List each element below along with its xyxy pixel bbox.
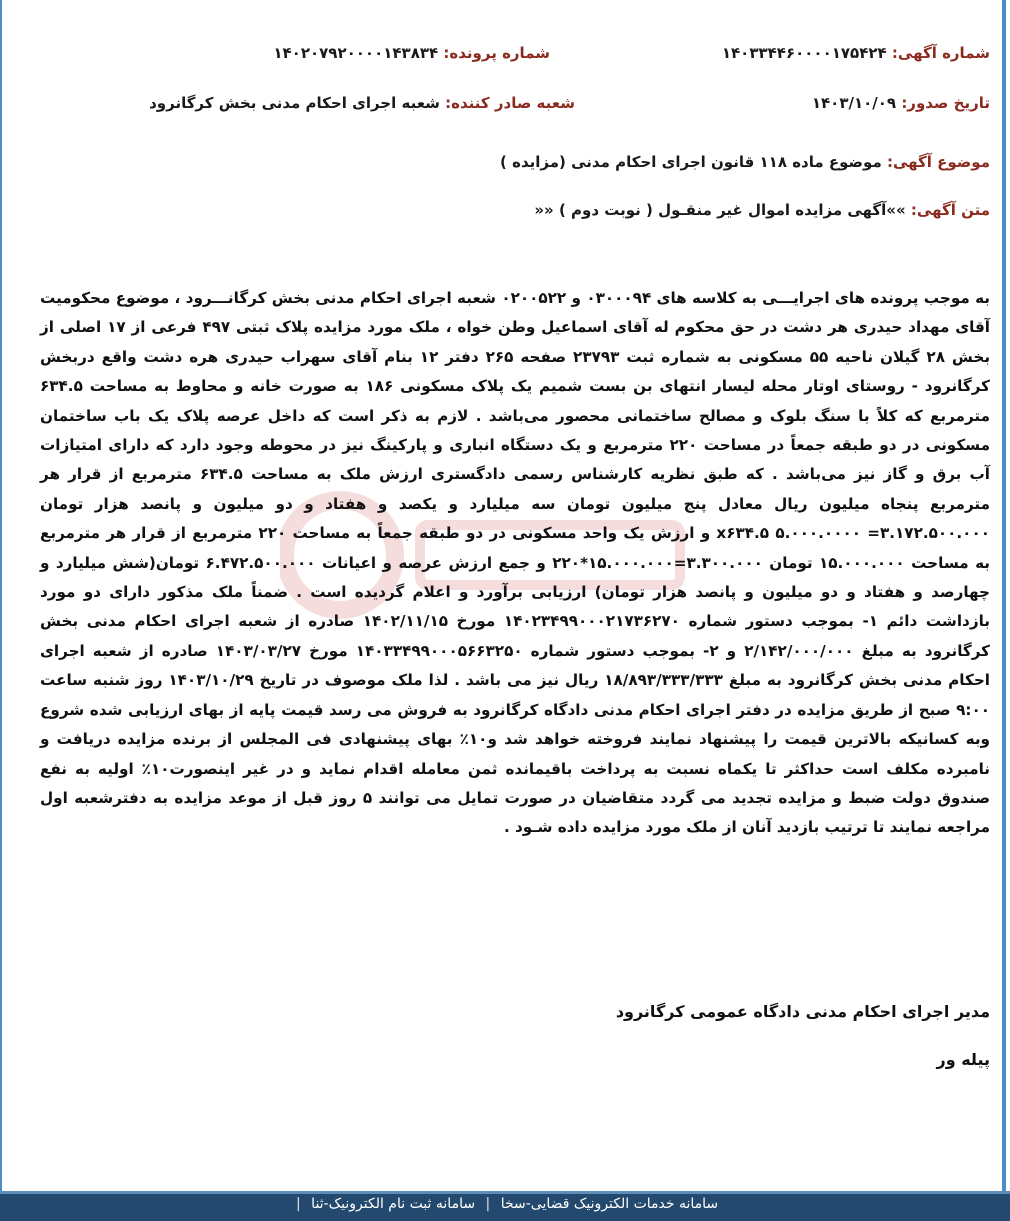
issue-date-label: تاریخ صدور: [901, 94, 990, 112]
subject-label: موضوع آگهی: [886, 153, 990, 171]
issue-date-row [812, 94, 990, 112]
file-number-value: ۱۴۰۲۰۷۹۲۰۰۰۰۱۴۳۸۳۴ [273, 44, 439, 62]
file-number-label: شماره پرونده: [443, 44, 550, 62]
issuer-label: شعبه صادر کننده: [445, 94, 575, 112]
notice-title: »»آگهی مزایده اموال غیر منقـول ( نوبت دوم ) «« [534, 201, 906, 219]
issuer-value: شعبه اجرای احکام مدنی بخش کرگانرود [149, 94, 440, 112]
notice-text-label: متن آگهی: [910, 201, 990, 219]
footer-separator: | [485, 1196, 491, 1212]
footer-bar [0, 1191, 1010, 1221]
subject-value: موضوع ماده ۱۱۸ قانون اجرای احکام مدنی (مزایده ) [500, 153, 882, 171]
issue-date-value: ۱۴۰۳/۱۰/۰۹ [811, 94, 897, 112]
signer-title: مدیر اجرای احکام مدنی دادگاه عمومی کرگانرود [615, 1002, 990, 1021]
issuer-row [149, 94, 575, 112]
file-number-row [273, 44, 550, 62]
notice-number-row [722, 44, 990, 62]
footer-link-sakha[interactable]: سامانه خدمات الکترونیک قضایی-سخا [500, 1196, 719, 1212]
notice-body: به موجب پرونده های اجرایـــی به کلاسه های ۰۳۰۰۰۹۴ و ۰۲۰۰۵۲۲ شعبه اجرای احکام مدنی بخش کرگانـــرود ، موضوع محکومیت آقای مهداد حیدری هر دشت در حق محکوم له آقای اسماعیل وطن خواه ، ملک مورد مزایده پلاک ثبتی ۴۹۷ فرعی از ۱۷ اصلی از بخش ۲۸ گیلان ناحیه ۵۵ مسکونی به شماره ثبت ۲۳۷۹۳ صفحه ۲۶۵ دفتر ۱۲ بنام آقای سهراب حیدری هره دشت واقع دربخش کرگانرود - روستای اوتار محله لیسار انتهای بن بست شمیم یک پلاک مسکونی ۱۸۶ به صورت خانه و محاوط به مساحت ۶۳۴.۵ مترمربع که کلاً با سنگ بلوک و مصالح ساختمانی محصور می‌باشد . لازم به ذکر است که داخل عرصه پلاک یک باب ساختمان مسکونی در دو طبقه جمعاً در مساحت ۲۲۰ مترمربع و یک دستگاه انباری و پارکینگ نیز در محوطه وجود دارد که دارای امتیازات آب برق و گاز نیز می‌باشد . که طبق نظریه کارشناس رسمی دادگستری ارزش ملک به مساحت ۶۳۴.۵ مترمربع از قرار هر مترمربع پنجاه میلیون ریال معادل پنج میلیون تومان سه میلیارد و یکصد و هفتاد و دو میلیون و پانصد هزار تومان ۳.۱۷۲.۵۰۰.۰۰۰= ۵.۰۰۰.۰۰۰۰ x۶۳۴.۵ و ارزش یک واحد مسکونی در دو طبقه جمعاً به مساحت ۲۲۰ مترمربع از قرار هر مترمربع به مساحت ۱۵.۰۰۰.۰۰۰ تومان ۳.۳۰۰.۰۰۰=۱۵.۰۰۰.۰۰۰*۲۲۰ و جمع ارزش عرصه و اعیانات ۶.۴۷۲.۵۰۰.۰۰۰ تومان(شش میلیارد و چهارصد و هفتاد و دو میلیون و پانصد هزار تومان) ارزیابی برآورد و اعلام گردیده است . ضمناً ملک مذکور دارای دو مورد بازداشت دائم ۱- بموجب دستور شماره ۱۴۰۲۳۴۹۹۰۰۰۲۱۷۳۶۲۷۰ مورخ ۱۴۰۲/۱۱/۱۵ صادره از شعبه اجرای احکام مدنی بخش کرگانرود به مبلغ ۲/۱۴۲/۰۰۰/۰۰۰ و ۲- بموجب دستور شماره ۱۴۰۳۳۴۹۹۰۰۰۵۶۶۳۲۵۰ مورخ ۱۴۰۳/۰۳/۲۷ صادره از شعبه اجرای احکام مدنی بخش کرگانرود به مبلغ ۱۸/۸۹۳/۳۳۳/۳۳۳ ریال نیز می باشد . لذا ملک موصوف در تاریخ ۱۴۰۳/۱۰/۲۹ روز شنبه ساعت ۹:۰۰ صبح از طریق مزایده در دفتر اجرای احکام مدنی دادگاه کرگانرود به فروش می رسد قیمت پایه از بهای ارزیابی شده شروع وبه کسانیکه بالاترین قیمت را پیشنهاد نمایند فروخته خواهد شد و۱۰٪ بهای پیشنهادی فی المجلس از برنده مزایده دریافت و نامبرده مکلف است حداکثر تا یکماه نسبت به پرداخت باقیمانده ثمن معامله اقدام نماید و در غیر اینصورت۱۰٪ اولیه به نفع صندوق دولت ضبط و مزایده تجدید می گردد متقاضیان در صورت تمایل می توانند ۵ روز قبل از موعد مزایده به دفترشعبه اول مراجعه نمایند تا ترتیب بازدید آنان از ملک مورد مزایده داده شـود . [40, 289, 991, 837]
notice-number-label: شماره آگهی: [891, 44, 990, 62]
notice-number-value: ۱۴۰۳۳۴۴۶۰۰۰۰۱۷۵۴۲۴ [721, 44, 887, 62]
signer-name: پیله ور [936, 1050, 990, 1069]
notice-text-row [534, 201, 990, 219]
subject-row [500, 153, 990, 171]
footer-separator-end: | [296, 1196, 301, 1212]
footer-links [290, 1196, 718, 1212]
footer-link-sana[interactable]: سامانه ثبت نام الکترونیک-ثنا [311, 1196, 476, 1212]
